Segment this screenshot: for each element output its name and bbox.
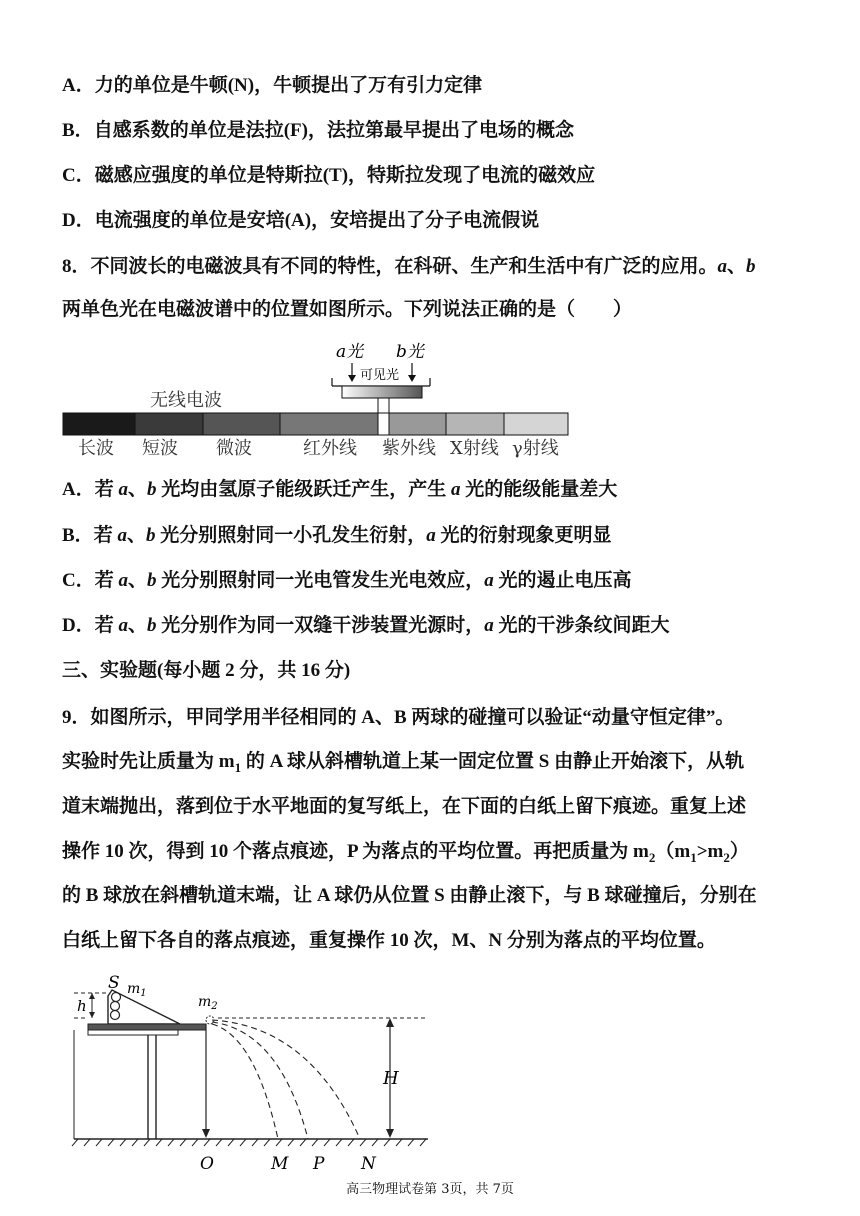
option-text: 光的能级能量差大	[460, 479, 618, 500]
collision-apparatus-figure	[60, 966, 440, 1176]
stem-text: >m	[696, 841, 724, 862]
radio-wave-label: 无线电波	[150, 390, 222, 411]
option-text: 力的单位是牛顿(N)，牛顿提出了万有引力定律	[94, 75, 483, 96]
subscript: 1	[690, 849, 697, 865]
q8-stem-line1	[62, 255, 756, 279]
option-text: 光均由氢原子能级跃迁产生，产生	[156, 479, 452, 500]
option-text: 电流强度的单位是安培(A)，安培提出了分子电流假说	[94, 210, 540, 231]
var-b: b	[147, 570, 157, 591]
var-a: a	[451, 479, 461, 500]
band-visible-gap	[378, 413, 389, 435]
subscript: 2	[648, 849, 656, 865]
q8-option-d	[62, 614, 670, 638]
q8-option-a	[62, 478, 617, 502]
option-label: B．	[62, 120, 94, 141]
stem-text: 实验时先让质量为 m	[62, 751, 235, 772]
option-text: 若	[94, 479, 119, 500]
option-label: A．	[62, 479, 95, 500]
stem-text: 不同波长的电磁波具有不同的特性，在科研、生产和生活中有广泛的应用。	[90, 256, 718, 277]
option-text: 若	[94, 570, 119, 591]
section-title: 三、实验题(每小题 2 分，共 16 分)	[62, 660, 351, 681]
band-label-xray: X射线	[450, 438, 499, 459]
q9-line6: 白纸上留下各自的落点痕迹，重复操作 10 次，M、N 分别为落点的平均位置。	[62, 930, 716, 951]
M-label: M	[271, 1154, 289, 1174]
var-b: b	[147, 615, 157, 636]
subscript: 2	[723, 849, 730, 865]
option-label: C．	[62, 165, 95, 186]
q9-line5: 的 B 球放在斜槽轨道末端，让 A 球仍从位置 S 由静止滚下，与 B 球碰撞后，分别在	[62, 885, 757, 906]
var-a: a	[118, 615, 128, 636]
option-label: D．	[62, 210, 95, 231]
band-gamma	[504, 413, 568, 435]
separator: 、	[128, 570, 148, 591]
subscript: 1	[234, 759, 242, 775]
q7-option-b	[62, 119, 574, 143]
option-label: A．	[62, 75, 95, 96]
band-label-micro: 微波	[216, 438, 252, 459]
var-b: b	[746, 256, 756, 277]
var-a: a	[426, 525, 436, 546]
q9-line4	[62, 840, 749, 870]
var-b: b	[147, 479, 157, 500]
option-text: 光分别作为同一双缝干涉装置光源时，	[156, 615, 485, 636]
var-a: a	[117, 525, 127, 546]
band-short	[135, 413, 203, 435]
a-light-label: a光	[336, 342, 364, 362]
stem-text: （m	[655, 841, 691, 862]
option-label: D．	[62, 615, 95, 636]
P-label: P	[313, 1154, 325, 1174]
q9-line2	[62, 750, 744, 780]
band-label-long: 长波	[78, 438, 114, 459]
option-text: 自感系数的单位是法拉(F)，法拉第最早提出了电场的概念	[93, 120, 574, 141]
visible-light-label: 可见光	[360, 368, 400, 383]
separator: 、	[128, 615, 148, 636]
option-text: 光的干涉条纹间距大	[493, 615, 670, 636]
band-uv	[389, 413, 446, 435]
question-number: 8．	[62, 256, 91, 277]
option-text: 若	[93, 525, 118, 546]
q8-option-b	[62, 524, 612, 548]
N-label: N	[361, 1154, 376, 1174]
page-footer: 高三物理试卷第 3页，共 7页	[346, 1182, 514, 1197]
visible-band	[342, 386, 422, 398]
option-text: 光的遏止电压高	[493, 570, 632, 591]
m2-label: $m_2$	[198, 994, 218, 1012]
var-a: a	[118, 479, 128, 500]
option-text: 光的衍射现象更明显	[435, 525, 612, 546]
band-infrared	[280, 413, 378, 435]
band-label-gamma: γ射线	[512, 438, 559, 459]
band-label-short: 短波	[142, 438, 178, 459]
stem-text: ）	[729, 841, 749, 862]
q8-option-c	[62, 569, 632, 593]
question-number: 9．	[62, 707, 91, 728]
q7-option-d	[62, 209, 539, 233]
stem-text: 的 A 球从斜槽轨道上某一固定位置 S 由静止开始滚下，从轨	[241, 751, 745, 772]
q8-stem-line2: 两单色光在电磁波谱中的位置如图所示。下列说法正确的是（ ）	[62, 299, 633, 320]
stem-text: 操作 10 次，得到 10 个落点痕迹，P 为落点的平均位置。再把质量为 m	[62, 841, 649, 862]
m1-label: $m_1$	[127, 981, 147, 999]
option-text: 光分别照射同一小孔发生衍射，	[155, 525, 427, 546]
q9-line1	[62, 706, 734, 730]
q9-line3: 道末端抛出，落到位于水平地面的复写纸上，在下面的白纸上留下痕迹。重复上述	[62, 796, 747, 817]
var-a: a	[484, 615, 494, 636]
band-long	[63, 413, 135, 435]
var-b: b	[145, 525, 156, 546]
stem-text: 如图所示，甲同学用半径相同的 A、B 两球的碰撞可以验证“动量守恒定律”。	[90, 707, 735, 728]
option-text: 若	[94, 615, 119, 636]
separator: 、	[128, 479, 148, 500]
option-text: 光分别照射同一光电管发生光电效应，	[156, 570, 485, 591]
band-label-infrared: 红外线	[303, 438, 357, 459]
band-micro	[203, 413, 280, 435]
band-label-uv: 紫外线	[382, 438, 436, 459]
H-label: H	[383, 1068, 399, 1089]
var-a: a	[118, 570, 128, 591]
option-label: C．	[62, 570, 95, 591]
option-text: 磁感应强度的单位是特斯拉(T)，特斯拉发现了电流的磁效应	[94, 165, 596, 186]
h-label: h	[77, 997, 87, 1015]
var-a: a	[717, 256, 728, 277]
separator: 、	[126, 525, 146, 546]
s-label: S	[108, 973, 120, 993]
separator: 、	[727, 256, 747, 277]
var-a: a	[484, 570, 494, 591]
band-xray	[446, 413, 504, 435]
q7-option-a	[62, 74, 482, 98]
em-spectrum-figure	[60, 336, 575, 466]
option-label: B．	[62, 525, 94, 546]
O-label: O	[200, 1154, 214, 1174]
q7-option-c	[62, 164, 595, 188]
b-light-label: b光	[396, 342, 424, 362]
table-top	[88, 1024, 206, 1030]
